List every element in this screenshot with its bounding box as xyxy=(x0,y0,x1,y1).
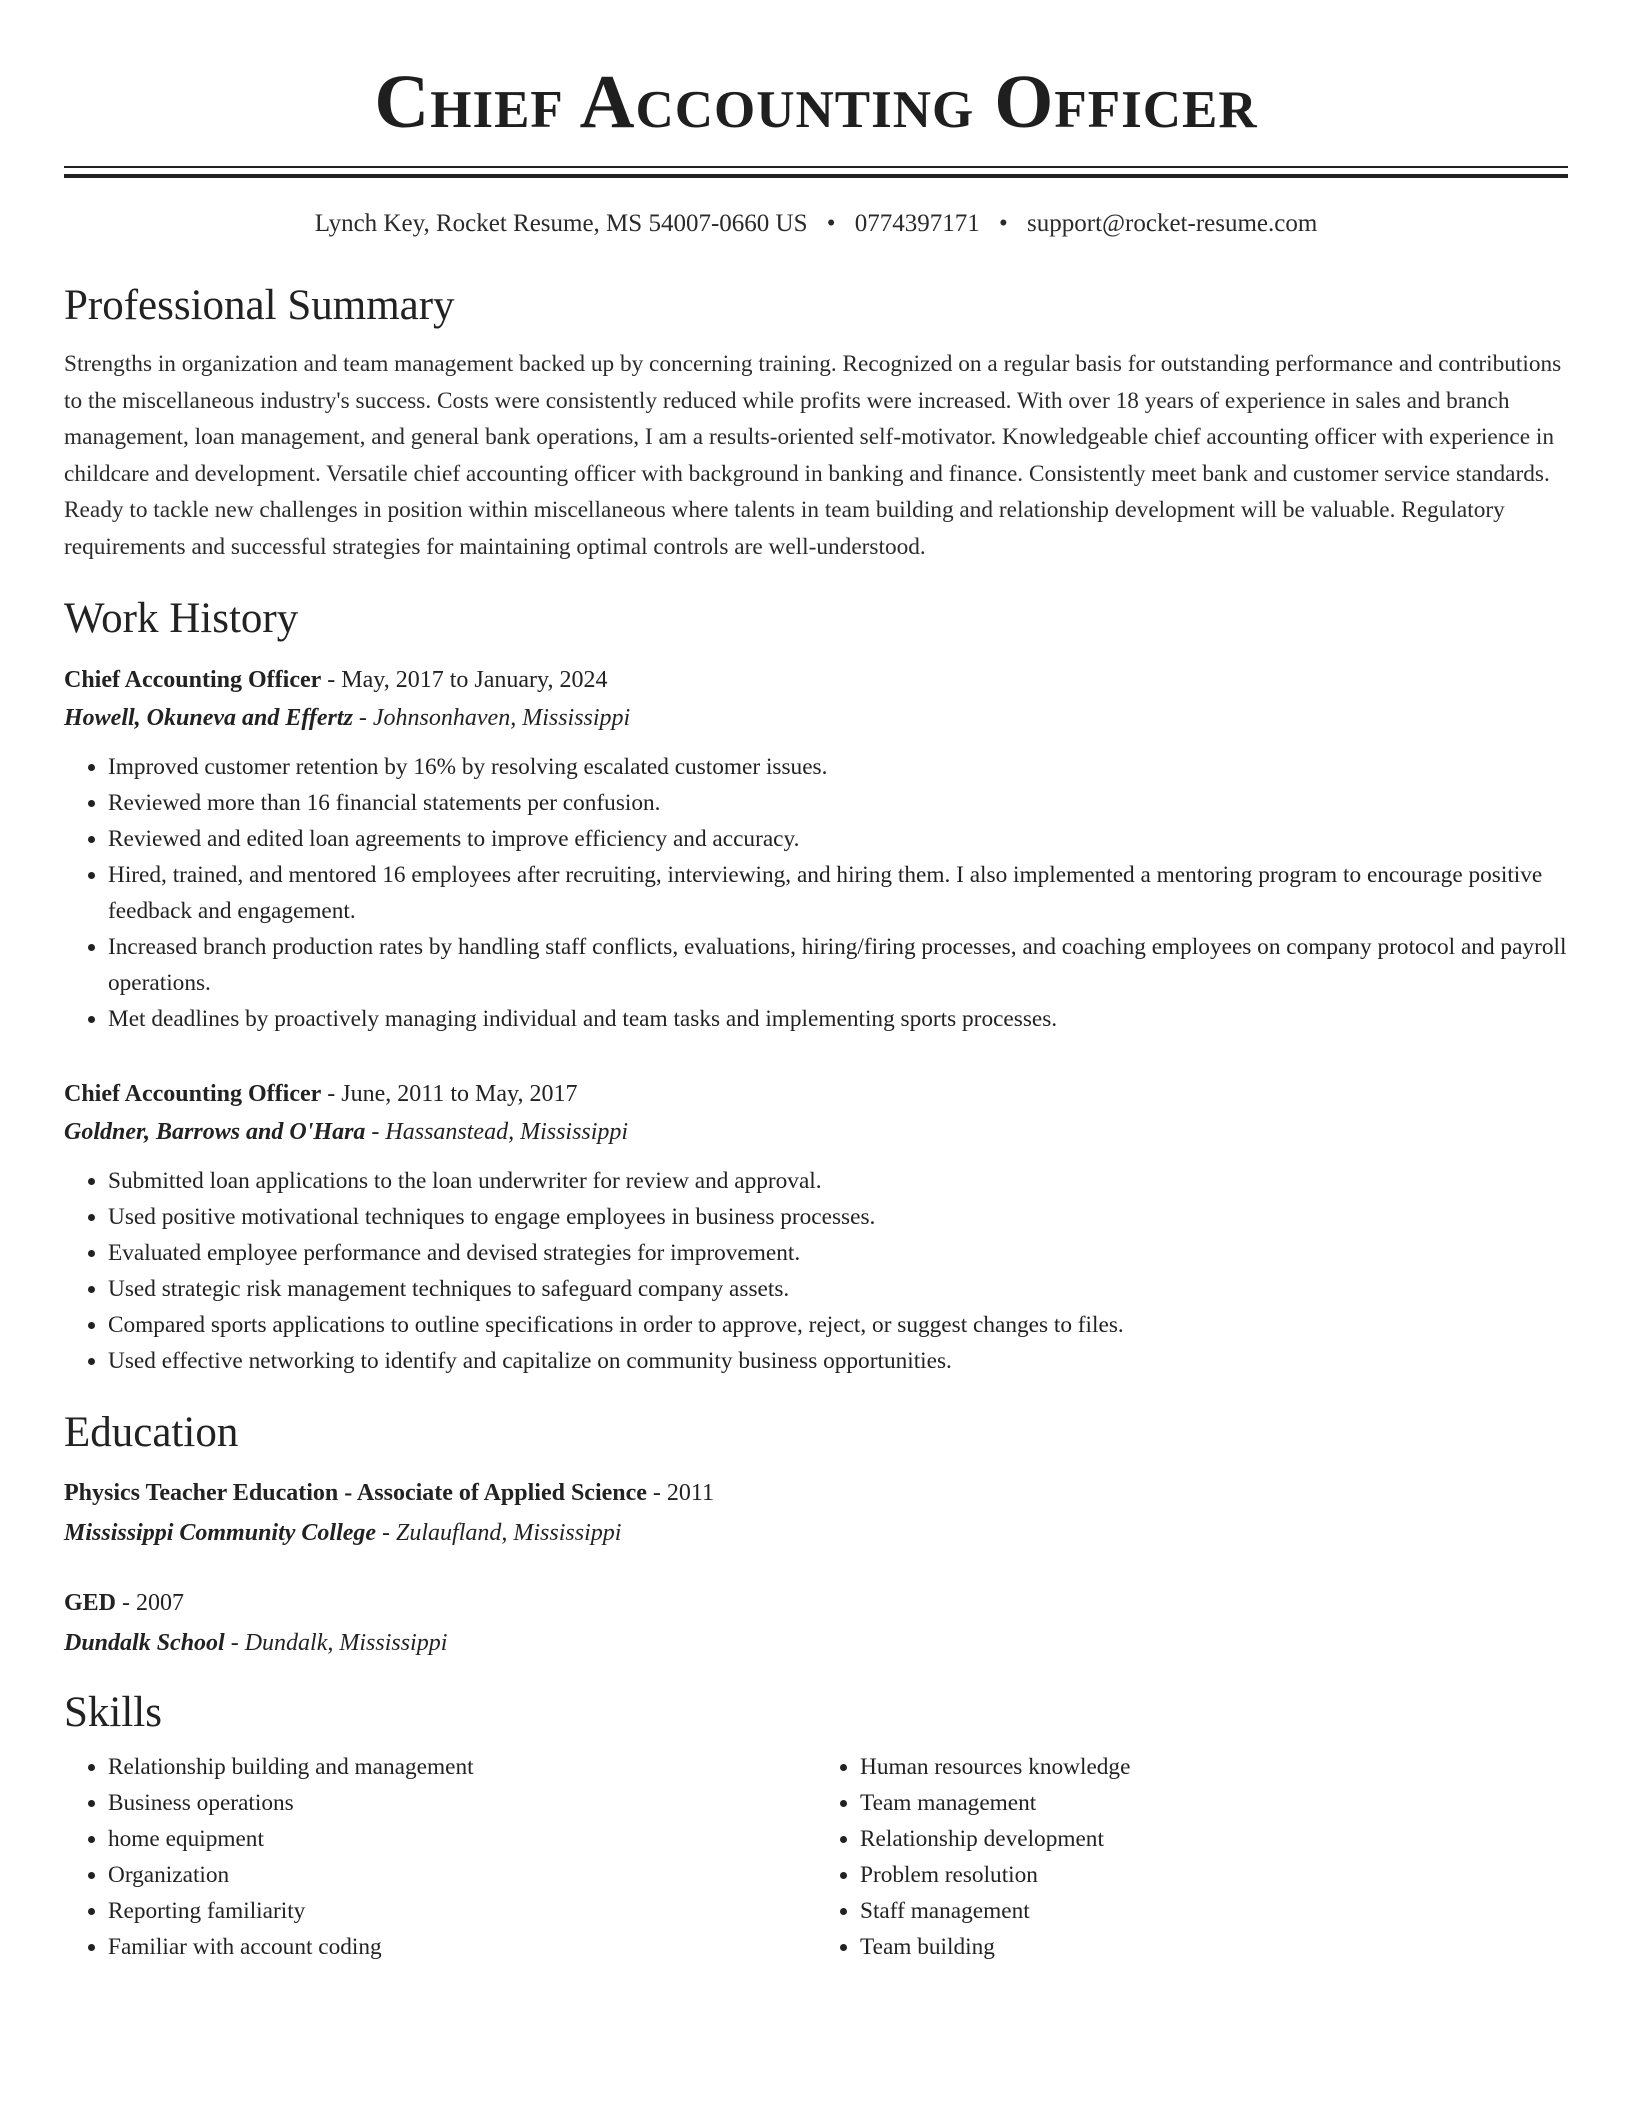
list-item: • Used positive motivational techniques to engage employees in business processes. xyxy=(108,1199,1568,1235)
list-item: • Problem resolution xyxy=(860,1857,1568,1893)
contact-phone: 0774397171 xyxy=(854,210,980,237)
job-title: Chief Accounting Officer xyxy=(64,1081,322,1107)
list-item: • Evaluated employee performance and devised strategies for improvement. xyxy=(108,1235,1568,1271)
contact-separator: • xyxy=(999,210,1008,237)
work-history-heading: Work History xyxy=(64,595,299,642)
contact-address: Lynch Key, Rocket Resume, MS 54007-0660 US xyxy=(314,210,808,237)
school-line xyxy=(64,1623,1568,1663)
list-item: • Business operations xyxy=(108,1785,816,1821)
job-title-line xyxy=(64,1075,1568,1113)
skills-column-right xyxy=(816,1749,1568,1965)
school-location: - Zulaufland, Mississippi xyxy=(376,1520,622,1546)
list-item: • home equipment xyxy=(108,1821,816,1857)
list-item: • Submitted loan applications to the loan underwriter for review and approval. xyxy=(108,1163,1568,1199)
job-entry xyxy=(64,661,1568,1037)
education-entry xyxy=(64,1473,1568,1553)
list-item: • Reviewed and edited loan agreements to improve efficiency and accuracy. xyxy=(108,821,1568,857)
skills-list xyxy=(64,1749,816,1965)
job-company-line xyxy=(64,1113,1568,1151)
list-item: • Used effective networking to identify and capitalize on community business opportunities. xyxy=(108,1343,1568,1379)
list-item: • Reviewed more than 16 financial statements per confusion. xyxy=(108,785,1568,821)
education-entry xyxy=(64,1583,1568,1663)
list-item: • Reporting familiarity xyxy=(108,1893,816,1929)
list-item: • Team building xyxy=(860,1929,1568,1965)
contact-email: support@rocket-resume.com xyxy=(1027,210,1318,237)
degree-line xyxy=(64,1583,1568,1623)
title-divider xyxy=(64,166,1568,178)
list-item: • Improved customer retention by 16% by resolving escalated customer issues. xyxy=(108,749,1568,785)
list-item: • Met deadlines by proactively managing individual and team tasks and implementing sports processes. xyxy=(108,1001,1568,1037)
job-location: - Johnsonhaven, Mississippi xyxy=(352,705,631,731)
list-item: • Used strategic risk management techniques to safeguard company assets. xyxy=(108,1271,1568,1307)
list-item: • Relationship building and management xyxy=(108,1749,816,1785)
school-name: Dundalk School xyxy=(64,1630,225,1656)
skills-heading: Skills xyxy=(64,1689,162,1736)
job-duties-list xyxy=(64,749,1568,1037)
job-duties-list xyxy=(64,1163,1568,1379)
job-title-line xyxy=(64,661,1568,699)
list-item: • Organization xyxy=(108,1857,816,1893)
job-dates: - May, 2017 to January, 2024 xyxy=(321,667,608,693)
summary-heading: Professional Summary xyxy=(64,282,455,329)
list-item: • Relationship development xyxy=(860,1821,1568,1857)
list-item: • Increased branch production rates by handling staff conflicts, evaluations, hiring/firing processes, and coaching employees on company protocol and payroll operations. xyxy=(108,929,1568,1001)
job-company-line xyxy=(64,699,1568,737)
job-company: Goldner, Barrows and O'Hara xyxy=(64,1119,366,1145)
list-item: • Hired, trained, and mentored 16 employees after recruiting, interviewing, and hiring them. I also implemented a mentoring program to encourage positive feedback and engagement. xyxy=(108,857,1568,929)
job-location: - Hassanstead, Mississippi xyxy=(365,1119,629,1145)
degree-line xyxy=(64,1473,1568,1513)
degree-year: - 2011 xyxy=(646,1480,715,1506)
job-company: Howell, Okuneva and Effertz xyxy=(64,705,353,731)
degree-name: Physics Teacher Education - Associate of Applied Science xyxy=(64,1480,647,1506)
list-item: • Team management xyxy=(860,1785,1568,1821)
school-line xyxy=(64,1513,1568,1553)
list-item: • Compared sports applications to outline specifications in order to approve, reject, or suggest changes to files. xyxy=(108,1307,1568,1343)
school-name: Mississippi Community College xyxy=(64,1520,377,1546)
list-item: • Staff management xyxy=(860,1893,1568,1929)
skills-list xyxy=(816,1749,1568,1965)
education-heading: Education xyxy=(64,1409,239,1456)
degree-year: - 2007 xyxy=(116,1590,185,1616)
degree-name: GED xyxy=(64,1590,117,1616)
job-title: Chief Accounting Officer xyxy=(64,667,322,693)
list-item: • Familiar with account coding xyxy=(108,1929,816,1965)
list-item: • Human resources knowledge xyxy=(860,1749,1568,1785)
job-entry xyxy=(64,1075,1568,1379)
job-dates: - June, 2011 to May, 2017 xyxy=(321,1081,578,1107)
summary-text: Strengths in organization and team management backed up by concerning training. Recognized on a regular basis for outstanding performance and contributions to the miscellaneous industry's success. Costs were consistently reduced while profits were increased. With over 18 years of experience in sales and branch management, loan management, and general bank operations, I am a results-oriented self-motivator. Knowledgeable chief accounting officer with experience in childcare and development. Versatile chief accounting officer with background in banking and finance. Consistently meet bank and customer service standards. Ready to tackle new challenges in position within miscellaneous where talents in team building and relationship development will be valuable. Regulatory requirements and successful strategies for maintaining optimal controls are well-understood. xyxy=(64,351,1562,560)
skills-grid xyxy=(64,1749,1568,1965)
school-location: - Dundalk, Mississippi xyxy=(224,1630,448,1656)
page-title: Chief Accounting Officer xyxy=(374,60,1258,144)
contact-separator: • xyxy=(826,210,836,237)
contact-line xyxy=(64,208,1568,240)
skills-column-left xyxy=(64,1749,816,1965)
